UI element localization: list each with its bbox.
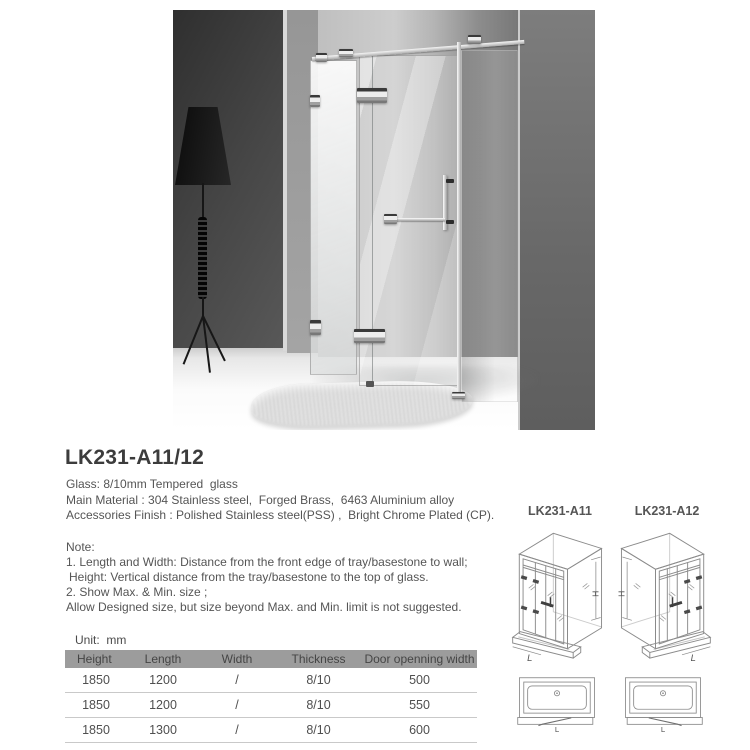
page-title: LK231-A11/12 [65, 446, 204, 469]
h-dimension-label: H [616, 590, 627, 597]
spec-glass: Glass: 8/10mm Tempered glass [66, 477, 238, 491]
cell-thickness: 8/10 [275, 693, 362, 718]
towel-bar-end-cap [384, 214, 397, 224]
diagram-label-a11: LK231-A11 [528, 504, 592, 518]
isometric-diagram-a11 [507, 520, 611, 662]
unit-label: Unit: mm [75, 633, 127, 647]
l-dimension-label: L [527, 652, 533, 664]
note-line-3: 2. Show Max. & Min. size ; [66, 585, 208, 599]
cell-height: 1850 [65, 718, 127, 743]
wall-bracket-bottom [310, 320, 321, 335]
note-title: Note: [66, 540, 95, 554]
door-hinge-top [357, 88, 387, 103]
handle-mount-top [446, 179, 454, 183]
plan-view-a11 [516, 676, 598, 733]
col-header-length: Length [127, 650, 199, 668]
floor-lamp-pole [202, 183, 204, 219]
table-row [65, 718, 477, 743]
spec-main-material: Main Material : 304 Stainless steel, Forged Brass, 6463 Aluminium alloy [66, 493, 455, 507]
cell-door-opening: 500 [362, 668, 477, 693]
col-header-thickness: Thickness [275, 650, 362, 668]
size-table-header-row [65, 650, 477, 668]
cell-width: / [199, 668, 275, 693]
note-line-2: Height: Vertical distance from the tray/basestone to the top of glass. [69, 570, 429, 584]
plan-view-a12 [622, 676, 704, 733]
col-header-height: Height [65, 650, 127, 668]
floor-lamp-coil [198, 217, 207, 299]
cell-thickness: 8/10 [275, 718, 362, 743]
note-line-4: Allow Designed size, but size beyond Max. and Min. limit is not suggested. [66, 600, 462, 614]
cell-height: 1850 [65, 693, 127, 718]
cell-width: / [199, 693, 275, 718]
l-dimension-label: L [660, 725, 666, 735]
note-line-1: 1. Length and Width: Distance from the front edge of tray/basestone to wall; [66, 555, 468, 569]
table-row [65, 693, 477, 718]
isometric-diagram-a12 [612, 520, 716, 662]
product-photo [173, 10, 595, 430]
door-hinge-bottom [354, 329, 385, 343]
support-bar-bracket-mid [339, 49, 353, 57]
cell-door-opening: 550 [362, 693, 477, 718]
l-dimension-label: L [554, 725, 560, 735]
table-row [65, 668, 477, 693]
size-table [65, 650, 477, 743]
shower-fixed-right-panel [461, 50, 518, 402]
support-bar-bracket-right [468, 35, 481, 44]
cell-door-opening: 600 [362, 718, 477, 743]
cell-length: 1200 [127, 693, 199, 718]
cell-length: 1200 [127, 668, 199, 693]
spec-accessories-finish: Accessories Finish : Polished Stainless steel(PSS) , Bright Chrome Plated (CP). [66, 508, 495, 522]
support-bar-bracket-left [316, 53, 327, 62]
cell-height: 1850 [65, 668, 127, 693]
h-dimension-label: H [590, 590, 601, 597]
cell-length: 1300 [127, 718, 199, 743]
l-dimension-label: L [690, 652, 696, 664]
col-header-width: Width [199, 650, 275, 668]
vertical-support-post [457, 42, 461, 395]
wall-bracket-top [310, 95, 320, 107]
door-floor-guide [366, 381, 374, 387]
support-post-foot [452, 392, 465, 399]
diagram-label-a12: LK231-A12 [634, 504, 700, 518]
handle-mount-bottom [446, 220, 454, 224]
cell-width: / [199, 718, 275, 743]
cell-thickness: 8/10 [275, 668, 362, 693]
col-header-door-opening: Door openning width [362, 650, 477, 668]
